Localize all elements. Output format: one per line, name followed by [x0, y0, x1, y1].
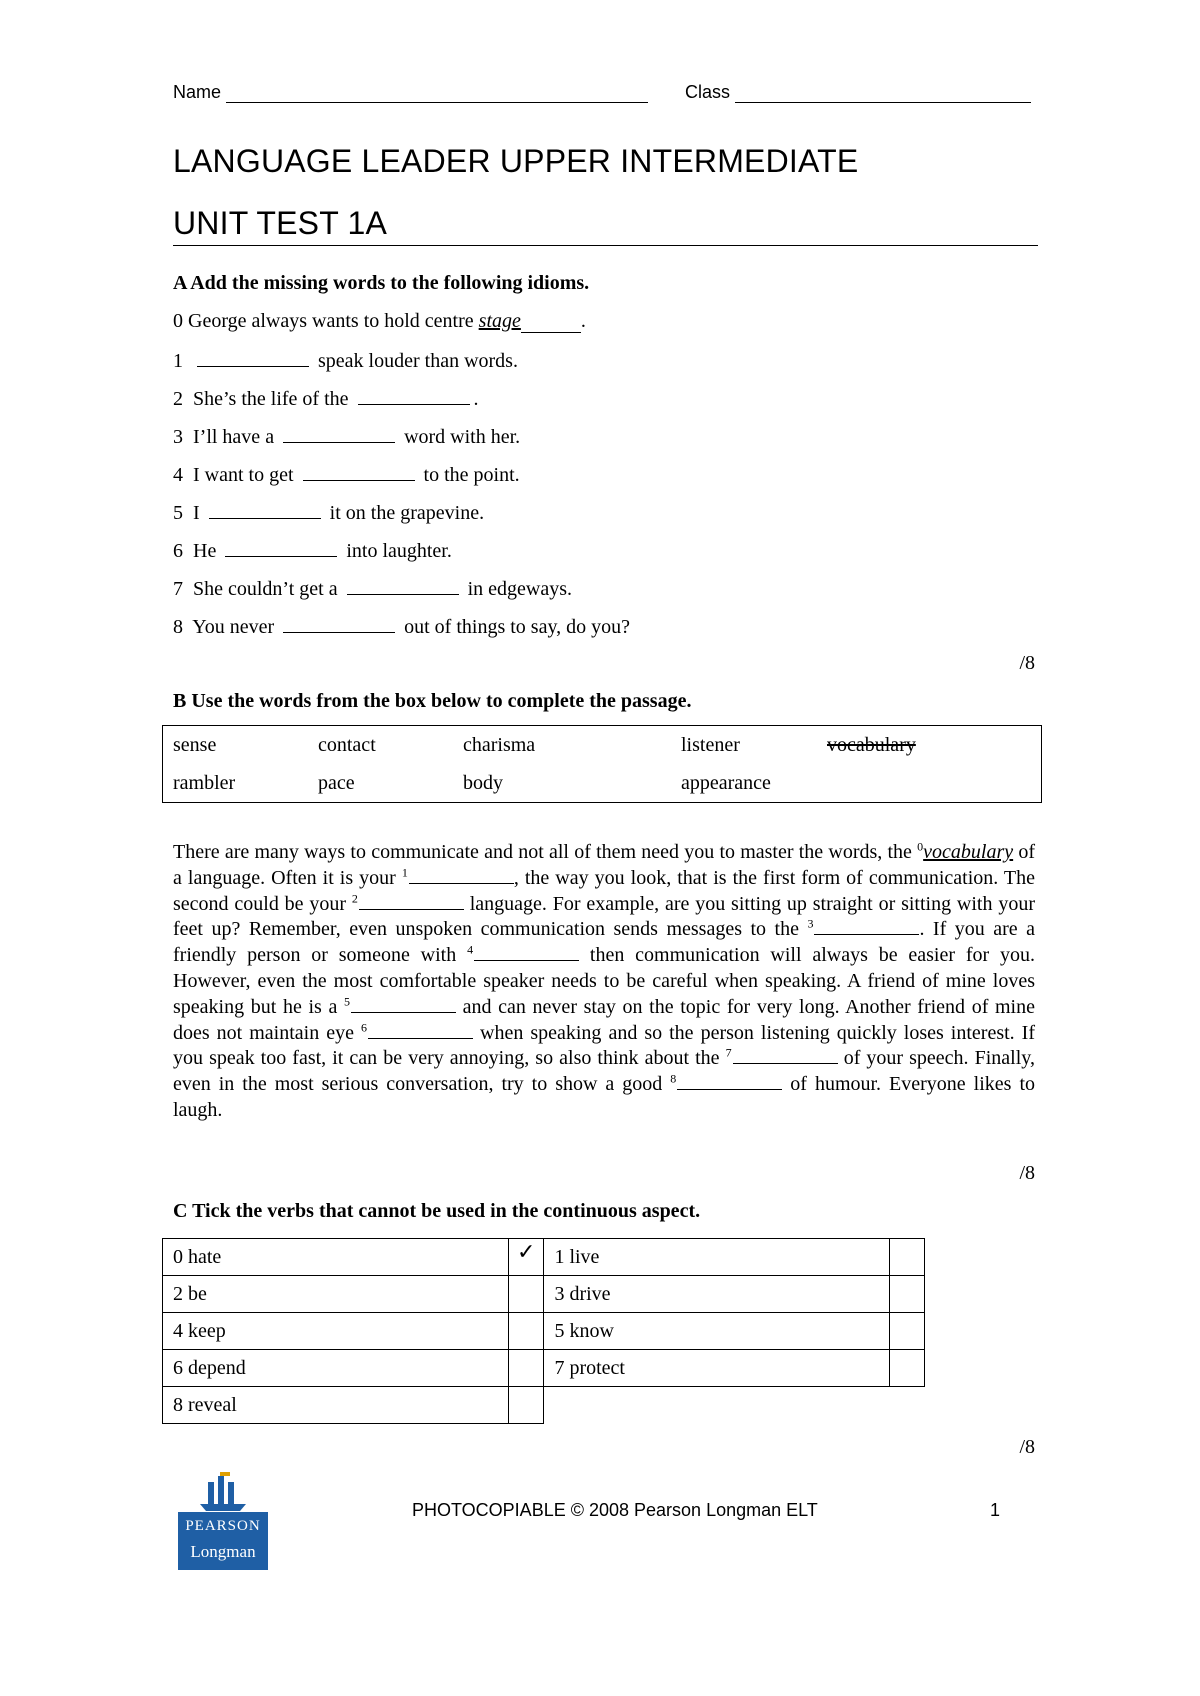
verb-tick-table	[162, 1238, 925, 1424]
idiom-item-3: 3 I’ll have a word with her.	[173, 426, 521, 448]
passage-blank-4[interactable]	[474, 944, 579, 961]
pearson-longman-logo	[178, 1470, 268, 1570]
verb-be: 2 be	[163, 1276, 509, 1313]
idiom-blank-3[interactable]	[283, 424, 395, 443]
verb-know: 5 know	[544, 1313, 890, 1350]
tick-box-1[interactable]	[890, 1239, 925, 1276]
example-answer: stage	[478, 310, 521, 332]
idiom-blank-6[interactable]	[225, 538, 337, 557]
ship-icon	[178, 1470, 268, 1512]
idiom-item-7: 7 She couldn’t get a in edgeways.	[173, 578, 573, 600]
page-title: LANGUAGE LEADER UPPER INTERMEDIATE	[173, 143, 859, 179]
verb-keep: 4 keep	[163, 1313, 509, 1350]
word-pace: pace	[318, 771, 355, 794]
table-row	[163, 1387, 925, 1424]
class-label: Class	[685, 82, 731, 102]
passage-example-answer: vocabulary	[923, 841, 1014, 863]
table-row	[163, 1350, 925, 1387]
section-b-score: /8	[1019, 1162, 1035, 1184]
tick-box-0[interactable]: ✓	[509, 1239, 544, 1276]
name-field[interactable]	[173, 82, 648, 103]
passage-blank-6[interactable]	[368, 1022, 473, 1039]
page-number: 1	[990, 1500, 1001, 1520]
verb-live: 1 live	[544, 1239, 890, 1276]
tick-box-8[interactable]	[509, 1387, 544, 1424]
table-row	[163, 1276, 925, 1313]
table-row	[163, 1239, 925, 1276]
passage-blank-5[interactable]	[351, 996, 456, 1013]
word-listener: listener	[681, 733, 740, 756]
word-contact: contact	[318, 733, 376, 756]
word-body: body	[463, 771, 503, 794]
section-a-heading: A Add the missing words to the following idioms.	[173, 272, 590, 294]
idiom-item-2: 2 She’s the life of the .	[173, 388, 479, 410]
idiom-blank-1[interactable]	[197, 348, 309, 367]
verb-drive: 3 drive	[544, 1276, 890, 1313]
verb-depend: 6 depend	[163, 1350, 509, 1387]
class-field[interactable]	[685, 82, 1031, 103]
tick-box-2[interactable]	[509, 1276, 544, 1313]
name-label: Name	[173, 82, 222, 102]
passage-blank-7[interactable]	[733, 1047, 838, 1064]
word-charisma: charisma	[463, 733, 536, 756]
word-sense: sense	[173, 733, 217, 756]
section-a-score: /8	[1019, 652, 1035, 674]
idiom-item-5: 5 I it on the grapevine.	[173, 502, 485, 524]
idiom-item-1: 1 speak louder than words.	[173, 350, 518, 372]
page-subtitle: UNIT TEST 1A	[173, 205, 388, 241]
passage-blank-3[interactable]	[814, 918, 919, 935]
tick-box-7[interactable]	[890, 1350, 925, 1387]
idiom-blank-8[interactable]	[283, 614, 395, 633]
idiom-blank-5[interactable]	[209, 500, 321, 519]
verb-hate: 0 hate	[163, 1239, 509, 1276]
passage-blank-2[interactable]	[359, 893, 464, 910]
tick-box-3[interactable]	[890, 1276, 925, 1313]
tick-box-6[interactable]	[509, 1350, 544, 1387]
section-c-score: /8	[1019, 1436, 1035, 1458]
idiom-blank-7[interactable]	[347, 576, 459, 595]
idiom-blank-4[interactable]	[303, 462, 415, 481]
idiom-item-4: 4 I want to get to the point.	[173, 464, 520, 486]
idiom-item-6: 6 He into laughter.	[173, 540, 452, 562]
section-a-example: 0 George always wants to hold centre stage .	[173, 310, 586, 332]
logo-top-text: PEARSON	[185, 1518, 261, 1534]
title-rule	[173, 245, 1038, 246]
table-row	[163, 1313, 925, 1350]
passage-blank-8[interactable]	[677, 1073, 782, 1090]
logo-bottom-text: Longman	[190, 1542, 256, 1561]
copyright-notice: PHOTOCOPIABLE © 2008 Pearson Longman ELT	[412, 1500, 818, 1520]
idiom-item-8: 8 You never out of things to say, do you?	[173, 616, 631, 638]
tick-box-5[interactable]	[890, 1313, 925, 1350]
word-rambler: rambler	[173, 771, 236, 794]
section-c-heading: C Tick the verbs that cannot be used in the continuous aspect.	[173, 1200, 701, 1222]
verb-reveal: 8 reveal	[163, 1387, 509, 1424]
passage-blank-1[interactable]	[409, 867, 514, 884]
word-vocabulary: vocabulary	[827, 733, 916, 756]
word-appearance: appearance	[681, 771, 771, 794]
word-box	[162, 725, 1042, 803]
idiom-blank-2[interactable]	[358, 386, 470, 405]
cloze-passage: There are many ways to communicate and not all of them need you to master the words, the $^0$vocabulary of a language. Often it is your $^1$ , the way you look, that is the first form of communication. The second could be your $^2$ language. For example, are you sitting up straight or sitting with your feet up? Remember, even unspoken communication sends messages to the $^3$ . If you are a friendly person or someone with $^4$ then communication will always be easier for you. However, even the most comfortable speaker needs to be careful when speaking. A friend of mine loves speaking but he is a $^5$ and can never stay on the topic for very long. Another friend of mine does not maintain eye $^6$ when speaking and so the person listening quickly loses interest. If you speak too fast, it can be very annoying, so also think about the $^7$ of your speech. Finally, even in the most serious conversation, try to show a good $^8$ of humour. Everyone likes to laugh.	[173, 839, 1036, 1121]
verb-protect: 7 protect	[544, 1350, 890, 1387]
tick-box-4[interactable]	[509, 1313, 544, 1350]
section-b-heading: B Use the words from the box below to complete the passage.	[173, 690, 692, 712]
